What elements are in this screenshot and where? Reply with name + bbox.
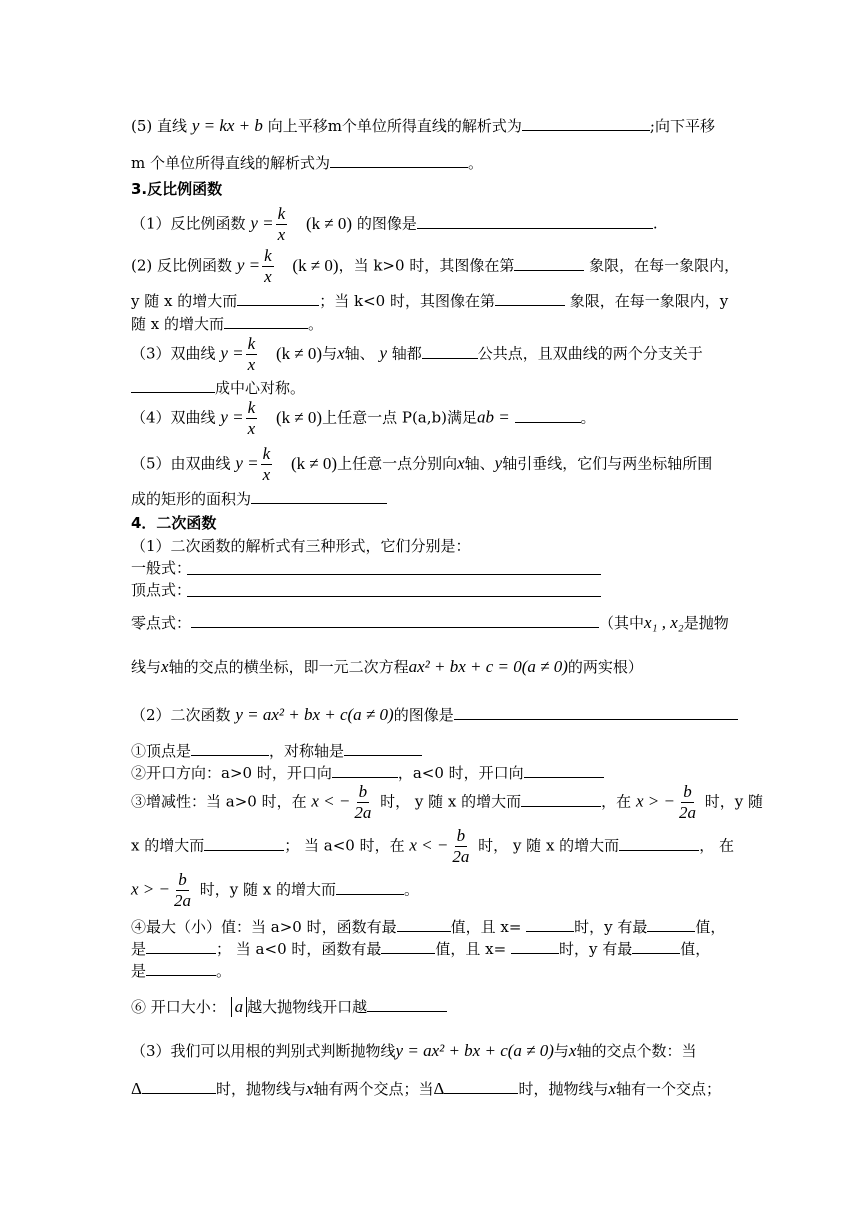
point-6 <box>131 996 447 1018</box>
var-x: x <box>457 453 465 473</box>
text: ③增减性：当 a>0 时，在 <box>131 792 307 811</box>
answer-blank[interactable] <box>191 741 269 756</box>
fraction <box>246 398 258 439</box>
answer-blank[interactable] <box>515 408 581 423</box>
text7: 时， y 随 x 的增大而 <box>478 836 620 855</box>
point-3 <box>131 782 763 823</box>
period: . <box>652 214 658 233</box>
text2: ，a<0 时，开口向 <box>397 764 524 782</box>
item-text2: 轴、 <box>344 344 375 363</box>
section-heading-4: 4．二次函数 <box>131 514 217 532</box>
ab-expression: ab = <box>476 407 510 427</box>
answer-blank[interactable] <box>514 256 584 271</box>
item-label: （5）由双曲线 <box>131 454 231 473</box>
text2: ，对称轴是 <box>269 742 345 760</box>
x-lt: x < − <box>311 791 351 811</box>
text6: ； 当 a<0 时，在 <box>284 836 405 855</box>
answer-blank[interactable] <box>330 153 468 168</box>
abs-a: a <box>231 997 248 1017</box>
numerator: k <box>264 246 272 265</box>
text4: 值， <box>695 918 726 936</box>
item-5-line2 <box>131 152 483 174</box>
condition: (k ≠ 0) <box>292 255 339 275</box>
text4: 时，y 随 <box>704 792 763 811</box>
text2: 值，且 x= <box>450 918 522 936</box>
item-text4: 成的矩形的面积为 <box>131 490 252 508</box>
item-text: 与 <box>553 1042 569 1060</box>
answer-blank[interactable] <box>336 880 404 895</box>
point-4-line2 <box>131 938 710 960</box>
answer-blank[interactable] <box>142 1079 216 1094</box>
answer-blank[interactable] <box>146 961 216 976</box>
item-text: 上任意一点分别向 <box>337 454 458 473</box>
var-x: x <box>608 1079 617 1098</box>
text8: 时，y 有最 <box>558 940 633 958</box>
point-2 <box>131 762 604 784</box>
quad-item-2 <box>131 704 738 726</box>
eq-lhs: y = <box>236 255 261 275</box>
item-label: （3）我们可以用根的判别式判断抛物线 <box>131 1042 396 1060</box>
vertex-form-label: 顶点式： <box>131 581 192 599</box>
vertex-form-blank[interactable] <box>187 596 601 597</box>
item-5-line1 <box>131 115 715 137</box>
answer-blank[interactable] <box>511 939 559 954</box>
condition: (k ≠ 0) <box>305 213 353 233</box>
text7: 值，且 x= <box>435 940 507 958</box>
answer-blank[interactable] <box>526 917 574 932</box>
item-text2: 轴、 <box>464 454 495 473</box>
period: 。 <box>404 880 420 899</box>
answer-blank[interactable] <box>344 741 422 756</box>
item-text2: 象限，在每一象限内， <box>589 256 740 275</box>
eq-lhs: y = <box>220 407 244 427</box>
inverse-item-2-line2 <box>131 290 728 312</box>
general-form-label: 一般式： <box>131 559 192 577</box>
answer-blank[interactable] <box>454 705 738 720</box>
text3: 时，抛物线与 <box>518 1080 609 1098</box>
answer-blank[interactable] <box>397 917 451 932</box>
inverse-item-3 <box>131 334 703 375</box>
var-x: x <box>161 657 169 676</box>
fraction <box>450 826 471 867</box>
denominator: x <box>264 267 272 286</box>
text4: 轴有一个交点； <box>616 1080 722 1098</box>
text3: 的两实根） <box>567 658 643 676</box>
text: ②开口方向：a>0 时，开口向 <box>131 764 332 782</box>
answer-blank[interactable] <box>647 917 695 932</box>
item-5-text: 向上平移m个单位所得直线的解析式为 <box>267 117 522 135</box>
text10: 是 <box>131 962 147 980</box>
text: 时，抛物线与 <box>215 1080 306 1098</box>
item-label: (2) 反比例函数 <box>131 256 233 275</box>
item-text: ，当 k>0 时，其图像在第 <box>338 256 515 275</box>
item-5-text2: ;向下平移 <box>649 117 715 135</box>
point-3-line3 <box>131 870 419 911</box>
x-gt: x > − <box>635 791 675 811</box>
zero-form-text: （其中 <box>599 614 645 632</box>
zero-form-line <box>131 612 729 634</box>
period: 。 <box>468 154 484 172</box>
item-text5: 成中心对称。 <box>215 379 306 397</box>
delta-symbol: Δ <box>131 1079 142 1098</box>
item-text: 上任意一点 P(a,b)满足 <box>322 408 477 427</box>
fraction <box>261 444 273 485</box>
var-x: x <box>337 343 345 363</box>
x-lt: x < − <box>409 835 449 855</box>
fraction <box>276 204 288 245</box>
zero-form-text2: 是抛物 <box>683 614 729 632</box>
text9: 时，y 随 x 的增大而 <box>199 880 337 899</box>
eq-lhs: y = <box>235 453 259 473</box>
quadratic-equation: ax² + bx + c = 0(a ≠ 0) <box>408 657 568 676</box>
text5: x 的增大而 <box>131 836 205 855</box>
item-text3: 轴引垂线，它们与两坐标轴所围 <box>502 454 713 473</box>
item-text5: 象限，在每一象限内，y <box>569 292 729 310</box>
text: ⑥ 开口大小： <box>131 998 226 1016</box>
fraction <box>677 782 698 823</box>
numerator: b <box>358 782 368 801</box>
quad-item-3 <box>131 1040 696 1062</box>
text: ①顶点是 <box>131 742 192 760</box>
point-4-line3 <box>131 960 231 982</box>
denominator: x <box>262 465 271 484</box>
denominator: 2a <box>678 803 696 822</box>
text8: ， 在 <box>699 836 734 855</box>
period: 。 <box>216 962 232 980</box>
text: 线与 <box>131 658 162 676</box>
zero-form-blank[interactable] <box>191 613 599 628</box>
item-label: （4）双曲线 <box>131 408 216 427</box>
answer-blank[interactable] <box>619 836 699 851</box>
numerator: k <box>247 398 256 417</box>
item-label: （2）二次函数 <box>131 706 231 724</box>
answer-blank[interactable] <box>522 116 650 131</box>
point-3-line2 <box>131 826 734 867</box>
text2: 时， y 随 x 的增大而 <box>380 792 522 811</box>
quad-item-1: （1）二次函数的解析式有三种形式，它们分别是： <box>131 537 471 555</box>
item-text4: ；当 k<0 时，其图像在第 <box>319 292 495 310</box>
numerator: k <box>277 204 286 223</box>
period: 。 <box>308 315 324 333</box>
text5: 是 <box>131 940 147 958</box>
fraction <box>352 782 373 823</box>
item-text3: y 随 x 的增大而 <box>131 292 238 310</box>
answer-blank[interactable] <box>251 489 387 504</box>
denominator: x <box>247 419 256 438</box>
quadratic-function: y = ax² + bx + c(a ≠ 0) <box>395 1041 554 1060</box>
text2: 轴有两个交点；当 <box>313 1080 434 1098</box>
condition: (k ≠ 0) <box>275 343 323 363</box>
item-text4: 公共点，且双曲线的两个分支关于 <box>477 344 703 363</box>
roots-x1-x2: x₁ , x₂ <box>644 613 684 632</box>
item-label: （1）反比例函数 <box>131 214 246 233</box>
inverse-item-3-line2 <box>131 377 305 399</box>
fraction <box>262 246 274 287</box>
answer-blank[interactable] <box>367 997 447 1012</box>
inverse-item-4 <box>131 398 596 439</box>
answer-blank[interactable] <box>495 291 565 306</box>
text2: 越大抛物线开口越 <box>247 998 368 1016</box>
numerator: k <box>262 444 271 463</box>
item-text: 与 <box>322 344 338 363</box>
var-y: y <box>494 453 503 473</box>
inverse-item-5-line2 <box>131 488 387 510</box>
answer-blank[interactable] <box>381 939 435 954</box>
answer-blank[interactable] <box>444 1079 518 1094</box>
inverse-item-2-line3 <box>131 313 323 335</box>
denominator: 2a <box>174 891 191 910</box>
line-equation: y = kx + b <box>191 116 263 135</box>
numerator: k <box>247 334 256 353</box>
inverse-item-5 <box>131 444 712 485</box>
item-text3: 轴都 <box>391 344 422 363</box>
zero-form-label: 零点式： <box>131 614 192 632</box>
fraction <box>246 334 258 375</box>
answer-blank[interactable] <box>131 378 215 393</box>
fraction <box>172 870 193 911</box>
var-x: x <box>568 1041 577 1060</box>
text9: 值， <box>680 940 711 958</box>
numerator: b <box>456 826 466 845</box>
eq-lhs: y = <box>250 213 274 233</box>
quad-item-3-line2 <box>131 1078 721 1100</box>
answer-blank[interactable] <box>237 291 319 306</box>
period: 。 <box>580 408 596 427</box>
x-gt: x > − <box>131 879 170 899</box>
numerator: b <box>683 782 692 801</box>
zero-form-line2 <box>131 656 643 678</box>
numerator: b <box>178 870 187 889</box>
denominator: 2a <box>354 803 372 822</box>
answer-blank[interactable] <box>521 792 601 807</box>
condition: (k ≠ 0) <box>275 407 323 427</box>
answer-blank[interactable] <box>422 344 478 359</box>
answer-blank[interactable] <box>524 763 604 778</box>
condition: (k ≠ 0) <box>290 453 338 473</box>
delta-symbol: Δ <box>433 1079 445 1098</box>
answer-blank[interactable] <box>417 214 653 229</box>
text2: 轴的交点的横坐标，即一元二次方程 <box>168 658 409 676</box>
text: ④最大（小）值：当 a>0 时，函数有最 <box>131 918 397 936</box>
item-5-text3: m 个单位所得直线的解析式为 <box>131 154 330 172</box>
point-1 <box>131 740 422 762</box>
eq-lhs: y = <box>220 343 244 363</box>
answer-blank[interactable] <box>632 939 680 954</box>
denominator: x <box>277 225 286 244</box>
general-form-blank[interactable] <box>187 574 601 575</box>
text3: 时，y 有最 <box>574 918 648 936</box>
item-text: 的图像是 <box>393 706 454 724</box>
point-4 <box>131 916 725 938</box>
quadratic-function: y = ax² + bx + c(a ≠ 0) <box>235 705 394 724</box>
answer-blank[interactable] <box>204 836 284 851</box>
item-5-label: (5) 直线 <box>131 117 188 135</box>
item-label: （3）双曲线 <box>131 344 216 363</box>
text6: ； 当 a<0 时，函数有最 <box>216 940 382 958</box>
answer-blank[interactable] <box>224 314 308 329</box>
item-text6: 随 x 的增大而 <box>131 315 224 333</box>
inverse-item-1 <box>131 204 658 245</box>
item-text: 的图像是 <box>356 214 417 233</box>
var-y: y <box>379 343 387 363</box>
answer-blank[interactable] <box>332 763 398 778</box>
item-text2: 轴的交点个数：当 <box>576 1042 697 1060</box>
denominator: x <box>247 355 256 374</box>
inverse-item-2 <box>131 246 739 287</box>
var-x: x <box>305 1079 314 1098</box>
section-heading-3: 3.反比例函数 <box>131 180 223 198</box>
answer-blank[interactable] <box>146 939 216 954</box>
denominator: 2a <box>452 847 470 866</box>
text3: ，在 <box>601 792 632 811</box>
